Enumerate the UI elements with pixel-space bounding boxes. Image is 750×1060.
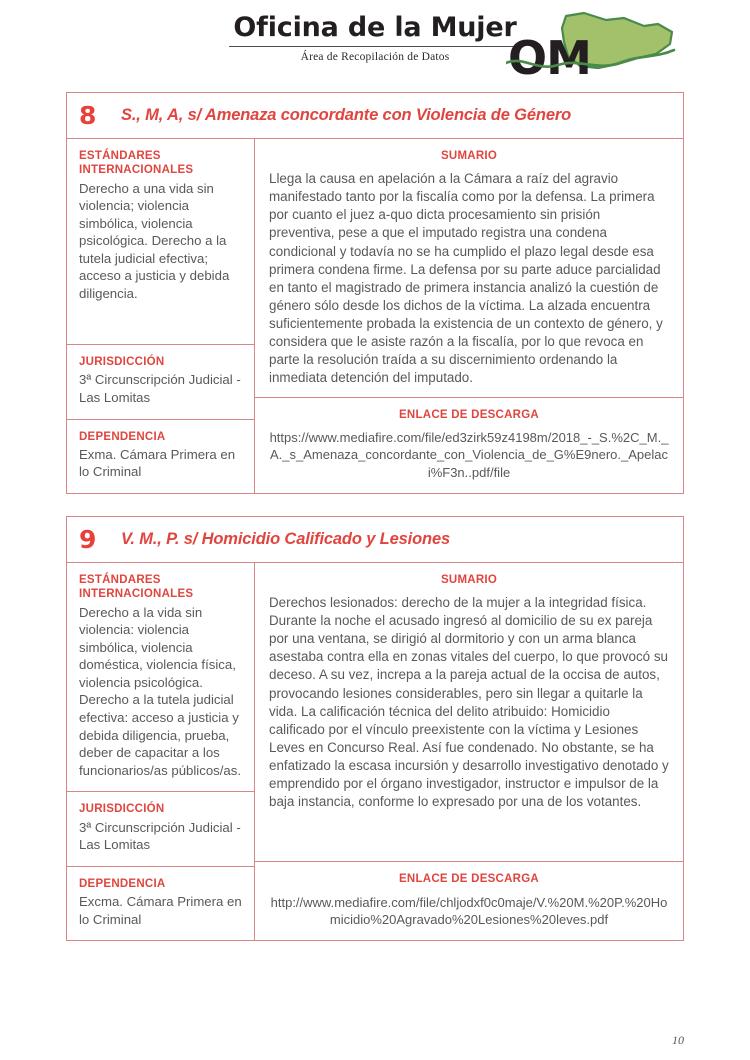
field-label-dependencia: DEPENDENCIA xyxy=(79,430,166,443)
field-dependencia xyxy=(67,866,254,940)
field-label-jurisdiccion: JURISDICCIÓN xyxy=(79,803,165,816)
field-value-sumario: Llega la causa en apelación a la Cámara a raíz del agravio manifestado tanto por la fiscalía como por la defensa. La primera por cuanto el juez a-quo dicta procesamiento sin prisión preventiva, pese a que el imputado registra una condena condicional y todavía no se ha cumplido el plazo legal desde esa primera condena firme. La defensa por su parte aduce parcialidad en tanto el magistrado de primera instancia analizó la cuestión de género sólo desde los dichos de la víctima. La alzada encuentra suficientemente probada la existencia de un contexto de género, y considera que le asiste razón a la fiscalía, por lo que revoca en parte la resolución traída a su discernimiento ordenando la inmediata detención del imputado. xyxy=(269,171,663,385)
field-label-dependencia: DEPENDENCIA xyxy=(79,877,166,890)
case-card xyxy=(66,516,684,941)
case-right-column xyxy=(255,139,683,493)
field-enlace-descarga xyxy=(255,397,683,493)
page-subtitle: Área de Recopilación de Datos xyxy=(300,51,450,64)
download-link[interactable]: https://www.mediafire.com/file/ed3zirk59z4198m/2018_-_S.%2C_M._A._s_Amenaza_concordante_con_Violencia_de_G%E9nero._Apelaci%F3n..pdf/file xyxy=(269,430,669,480)
case-number: 8 xyxy=(79,101,97,130)
field-label-sumario: SUMARIO xyxy=(440,150,498,162)
case-left-column xyxy=(67,563,255,940)
field-label-estandares-line1: ESTÁNDARES xyxy=(79,573,161,586)
download-link[interactable]: http://www.mediafire.com/file/chljodxf0c0maje/V.%20M.%20P.%20Homicidio%20Agravado%20Lesiones%20leves.pdf xyxy=(270,894,668,927)
case-right-column xyxy=(255,563,683,940)
field-label-enlace: ENLACE DE DESCARGA xyxy=(399,408,539,421)
field-enlace-descarga xyxy=(255,861,683,940)
case-header xyxy=(67,93,683,139)
field-sumario xyxy=(255,139,683,397)
page-title: Oficina de la Mujer xyxy=(229,14,520,47)
cases-sheet xyxy=(0,92,750,941)
page-header xyxy=(0,0,750,92)
field-value-jurisdiccion: 3ª Circunscripción Judicial - Las Lomitas xyxy=(79,372,241,405)
field-value-estandares: Derecho a la vida sin violencia: violencia simbólica, violencia doméstica, violencia física, violencia psicológica. Derecho a la tutela judicial efectiva: acceso a justicia y debida diligencia, prueba, deber de capacitar a los funcionarios/as públicos/as. xyxy=(79,604,242,778)
field-jurisdiccion xyxy=(67,791,254,865)
om-logo xyxy=(506,10,676,86)
case-header xyxy=(67,517,683,563)
field-jurisdiccion xyxy=(67,344,254,418)
field-label-estandares-line1: ESTÁNDARES xyxy=(79,150,161,162)
field-label-estandares xyxy=(79,573,242,602)
field-value-dependencia: Excma. Cámara Primera en lo Criminal xyxy=(79,894,242,927)
field-value-estandares: Derecho a una vida sin violencia; violencia simbólica, violencia psicológica. Derecho a la tutela judicial efectiva; acceso a justicia y debida diligencia. xyxy=(79,180,230,302)
case-left-column xyxy=(67,139,255,493)
field-label-estandares xyxy=(79,149,242,178)
field-label-estandares-line2: INTERNACIONALES xyxy=(79,588,194,601)
case-title: S., M, A, s/ Amenaza concordante con Violencia de Género xyxy=(121,106,572,124)
field-value-jurisdiccion: 3ª Circunscripción Judicial - Las Lomitas xyxy=(79,819,241,853)
field-sumario xyxy=(255,563,683,861)
case-card xyxy=(66,92,684,494)
field-dependencia xyxy=(67,419,254,493)
om-logo-text: OM xyxy=(508,31,591,85)
field-label-sumario: SUMARIO xyxy=(440,573,498,586)
case-body xyxy=(67,139,683,493)
field-label-enlace: ENLACE DE DESCARGA xyxy=(399,873,539,886)
field-label-jurisdiccion: JURISDICCIÓN xyxy=(79,356,165,369)
case-body xyxy=(67,563,683,940)
field-value-dependencia: Exma. Cámara Primera en lo Criminal xyxy=(79,446,236,480)
field-estandares-internacionales xyxy=(67,563,254,791)
field-label-estandares-line2: INTERNACIONALES xyxy=(79,164,194,177)
page-number: 10 xyxy=(672,1033,684,1047)
field-estandares-internacionales xyxy=(67,139,254,344)
case-number: 9 xyxy=(79,524,97,554)
field-value-sumario: Derechos lesionados: derecho de la mujer a la integridad física. Durante la noche el acusado ingresó al domicilio de su ex pareja por una ventana, se dirigió al dormitorio y con un arma blanca asestaba contra ella en zonas vitales del cuerpo, lo que provocó su deceso. A su vez, increpa a la pareja actual de la occisa de autos, provocando lesiones considerables, pero sin llegar a quitarle la vida. La calificación técnica del delito atribuido: Homicidio calificado por el vínculo preexistente con la víctima y Lesiones Leves en Concurso Real. Así fue condenado. No obstante, se ha enfatizado la escasa incursión y desarrollo investigativo denotado y emprendido por el órgano investigador, instructor e impulsor de la baja instancia, conforme lo expresado por una de los votantes. xyxy=(269,595,669,809)
case-title: V. M., P. s/ Homicidio Calificado y Lesiones xyxy=(121,529,451,548)
om-logo-graphic xyxy=(506,10,676,86)
